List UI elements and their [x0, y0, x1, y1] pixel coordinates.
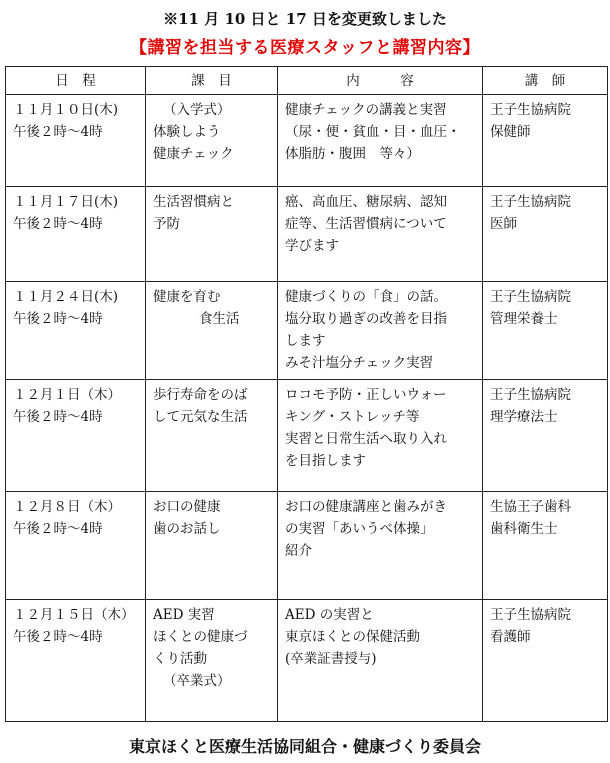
teacher-role: 歯科衛生士: [490, 521, 558, 537]
subject-cell: [146, 95, 278, 187]
content-line: みそ汁塩分チェック実習: [285, 355, 434, 371]
subject-line: （卒業式）: [163, 673, 231, 689]
subject-line: ほくとの健康づ: [153, 629, 248, 645]
teacher-cell: [483, 95, 608, 187]
date-text: １１月２４日(木): [13, 289, 119, 305]
teacher-cell: [483, 492, 608, 600]
subject-line: 生活習慣病と: [153, 194, 234, 210]
subject-line: お口の健康: [153, 499, 221, 515]
subject-line: して元気な生活: [153, 409, 248, 425]
teacher-org: 生協王子歯科: [490, 499, 571, 515]
content-cell: [278, 95, 483, 187]
teacher-org: 王子生協病院: [490, 289, 571, 305]
column-header-content: 内 容: [278, 67, 483, 95]
subject-line: 予防: [153, 216, 180, 232]
subject-line: 健康チェック: [153, 146, 234, 162]
teacher-cell: [483, 600, 608, 722]
date-cell: [6, 282, 146, 380]
organizer-footer: 東京ほくと医療生活協同組合・健康づくり委員会: [128, 737, 481, 756]
date-text: １２月８日（木）: [13, 499, 121, 515]
change-notice: ※11 月 10 日と 17 日を変更致しました: [163, 10, 447, 28]
teacher-role: 管理栄養士: [490, 311, 558, 327]
time-text: 午後２時～4時: [13, 521, 103, 537]
teacher-role: 医師: [490, 216, 517, 232]
subject-line: AED 実習: [153, 607, 215, 623]
table-row: [6, 492, 608, 600]
table-row: [6, 600, 608, 722]
column-header-subject: 課 目: [146, 67, 278, 95]
subject-cell: [146, 282, 278, 380]
content-line: の実習「あいうべ体操」: [285, 521, 434, 537]
teacher-org: 王子生協病院: [490, 194, 571, 210]
content-cell: [278, 600, 483, 722]
content-cell: [278, 492, 483, 600]
teacher-org: 王子生協病院: [490, 387, 571, 403]
table-row: [6, 95, 608, 187]
date-cell: [6, 95, 146, 187]
subject-line: くり活動: [153, 651, 207, 667]
subject-cell: [146, 492, 278, 600]
content-line: 学びます: [285, 238, 339, 254]
date-text: １１月１０日(木): [13, 102, 119, 118]
content-cell: [278, 380, 483, 492]
subject-cell: [146, 187, 278, 282]
content-line: 健康づくりの「食」の話。: [285, 289, 447, 305]
time-text: 午後２時～4時: [13, 409, 103, 425]
content-line: 紹介: [285, 543, 312, 559]
content-line: キング・ストレッチ等: [285, 409, 420, 425]
content-line: ロコモ予防・正しいウォー: [285, 387, 447, 403]
table-row: [6, 380, 608, 492]
teacher-org: 王子生協病院: [490, 102, 571, 118]
content-line: 体脂肪・腹囲 等々）: [285, 146, 420, 162]
time-text: 午後２時～4時: [13, 216, 103, 232]
teacher-cell: [483, 282, 608, 380]
content-line: 健康チェックの講義と実習: [285, 102, 447, 118]
content-line: お口の健康講座と歯みがき: [285, 499, 447, 515]
section-heading: 【講習を担当する医療スタッフと講習内容】: [130, 38, 480, 58]
content-line: (卒業証書授与): [285, 651, 377, 667]
time-text: 午後２時～4時: [13, 311, 103, 327]
content-line: します: [285, 333, 326, 349]
subject-line: （入学式）: [163, 102, 231, 118]
subject-line: 健康を育む: [153, 289, 221, 305]
teacher-role: 看護師: [490, 629, 531, 645]
teacher-org: 王子生協病院: [490, 607, 571, 623]
date-text: １２月１日（木）: [13, 387, 121, 403]
date-text: １２月１５日（木）: [13, 607, 135, 623]
teacher-role: 保健師: [490, 124, 531, 140]
content-line: 塩分取り過ぎの改善を目指: [285, 311, 447, 327]
date-text: １１月１７日(木): [13, 194, 119, 210]
subject-line: 食生活: [199, 311, 240, 327]
content-cell: [278, 187, 483, 282]
content-cell: [278, 282, 483, 380]
date-cell: [6, 380, 146, 492]
content-line: 実習と日常生活へ取り入れ: [285, 431, 447, 447]
column-header-teacher: 講 師: [483, 67, 608, 95]
table-row: [6, 187, 608, 282]
teacher-cell: [483, 380, 608, 492]
subject-cell: [146, 380, 278, 492]
schedule-table: [5, 66, 608, 722]
table-row: [6, 282, 608, 380]
subject-line: 歯のお話し: [153, 521, 221, 537]
content-line: 癌、高血圧、糖尿病、認知: [285, 194, 447, 210]
teacher-cell: [483, 187, 608, 282]
teacher-role: 理学療法士: [490, 409, 558, 425]
content-line: 症等、生活習慣病について: [285, 216, 447, 232]
content-line: 東京ほくとの保健活動: [285, 629, 420, 645]
content-line: AED の実習と: [285, 607, 374, 623]
subject-line: 歩行寿命をのば: [153, 387, 248, 403]
date-cell: [6, 600, 146, 722]
table-header-row: [6, 67, 608, 95]
time-text: 午後２時～4時: [13, 629, 103, 645]
content-line: （尿・便・貧血・目・血圧・: [285, 124, 461, 140]
column-header-date: 日 程: [6, 67, 146, 95]
time-text: 午後２時～4時: [13, 124, 103, 140]
subject-line: 体験しよう: [153, 124, 221, 140]
content-line: を目指します: [285, 453, 366, 469]
date-cell: [6, 187, 146, 282]
date-cell: [6, 492, 146, 600]
subject-cell: [146, 600, 278, 722]
